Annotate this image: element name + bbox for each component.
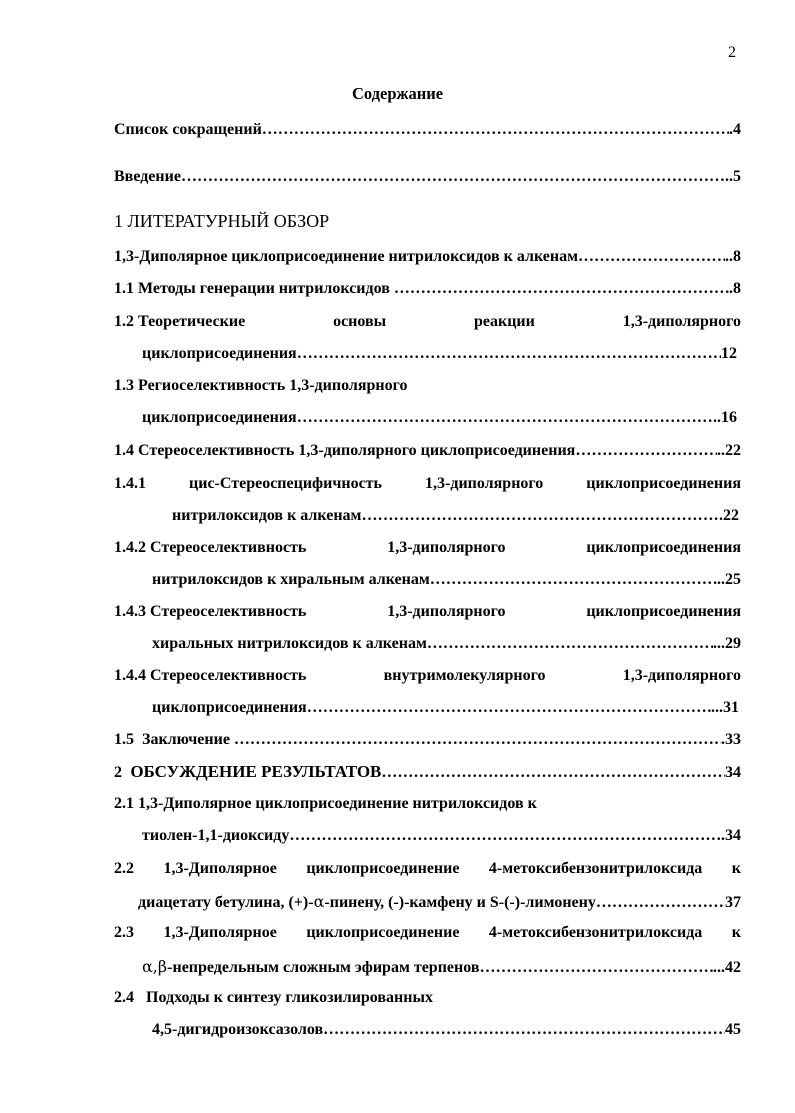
toc-word: 1.4.1 [114, 475, 146, 492]
toc-entry-1-4-3[interactable] [114, 603, 741, 621]
toc-entry-page: .8 [729, 280, 741, 297]
toc-word: 4-метоксибензонитрилоксида [488, 924, 703, 941]
toc-entry-1-3[interactable]: 1.3 Региоселективность 1,3-диполярного [114, 377, 408, 394]
toc-entry-page: ..25 [717, 571, 741, 588]
toc-word: 1.2 Теоретические [114, 313, 246, 330]
leader-dots [297, 345, 721, 363]
title-part: -пинену, (-)-камфену и S-(-)-лимонену [324, 894, 596, 911]
toc-entry-title: 1.4 Стереоселективность 1,3-диполярного циклоприсоединения [114, 442, 576, 459]
toc-word: циклоприсоединения [586, 603, 741, 620]
leader-dots [578, 248, 725, 266]
toc-word: цис-Стереоспецифичность [189, 475, 382, 492]
toc-entry-page: 34 [725, 764, 741, 781]
toc-entry-page: ...31 [711, 699, 739, 716]
toc-entry-2-1-cont[interactable] [142, 827, 741, 845]
toc-entry-1-4[interactable] [114, 442, 741, 460]
toc-word: 1,3-диполярного [622, 313, 741, 330]
toc-entry-1-4-2[interactable] [114, 539, 741, 557]
title-part: диацетату бетулина, (+)- [138, 894, 314, 911]
leader-dots [427, 635, 713, 653]
page-number: 2 [728, 44, 736, 61]
toc-entry-title: 4,5-дигидроизоксазолов [152, 1021, 324, 1038]
leader-dots [479, 959, 713, 977]
toc-entry-title: циклоприсоединения [142, 345, 297, 362]
toc-word: основы [333, 313, 387, 330]
toc-word: внутримолекулярного [383, 667, 546, 684]
toc-entry-1-4-4-cont[interactable] [152, 699, 739, 717]
toc-word: 2.3 [114, 924, 134, 941]
leader-dots [234, 731, 721, 749]
toc-title: Содержание [351, 84, 444, 103]
toc-entry-2[interactable] [114, 762, 741, 782]
toc-entry-title: 1.1 Методы генерации нитрилоксидов [114, 280, 394, 297]
toc-entry-title: хиральных нитрилоксидов к алкенам [152, 635, 427, 652]
toc-entry-title [138, 892, 596, 912]
toc-word: 2.2 [114, 860, 134, 877]
toc-word: к [731, 924, 741, 941]
toc-entry-title: Введение [114, 168, 181, 185]
toc-entry-2-4-cont[interactable] [152, 1021, 741, 1039]
toc-entry-abbreviations[interactable] [114, 121, 741, 139]
toc-word: 1.4.4 Стереоселективность [114, 667, 307, 684]
toc-entry-title: 1,3-Диполярное циклоприсоединение нитрилоксидов к алкенам [114, 248, 578, 265]
toc-entry-title: циклоприсоединения [142, 409, 297, 426]
toc-word: 1,3-диполярного [387, 603, 506, 620]
toc-entry-page: ..5 [725, 168, 741, 185]
leader-dots [289, 827, 721, 845]
leader-dots [394, 280, 729, 298]
toc-entry-page: ..22 [717, 442, 741, 459]
toc-word: реакции [473, 313, 535, 330]
toc-entry-page: 45 [725, 1021, 741, 1038]
toc-entry-page: .4 [729, 121, 741, 138]
toc-word: к [731, 860, 741, 877]
toc-entry-1-3-cont[interactable] [142, 409, 737, 427]
toc-entry-1-2[interactable] [114, 313, 741, 331]
toc-word: циклоприсоединения [586, 539, 741, 556]
toc-entry-page: ...29 [713, 635, 741, 652]
leader-dots [381, 764, 725, 782]
toc-entry-page: 37 [725, 894, 741, 911]
toc-entry-page: ..8 [725, 248, 741, 265]
toc-word: 1,3-Диполярное [163, 924, 277, 941]
leader-dots [361, 507, 719, 525]
toc-entry-1-1[interactable] [114, 280, 741, 298]
toc-entry-title: Список сокращений [114, 121, 262, 138]
leader-dots [430, 571, 717, 589]
leader-dots [307, 699, 711, 717]
alpha-beta-symbol: α,β [142, 957, 168, 976]
toc-entry-page: ...42 [713, 959, 741, 976]
toc-entry-2-4[interactable]: 2.4 Подходы к синтезу гликозилированных [114, 989, 433, 1006]
toc-entry-1-2-cont[interactable] [142, 345, 737, 363]
toc-entry-title: Заключение [142, 731, 234, 748]
toc-word: 1,3-Диполярное [163, 860, 277, 877]
toc-entry-number: 1.5 [114, 731, 134, 748]
toc-entry-1-4-2-cont[interactable] [152, 571, 741, 589]
toc-word: циклоприсоединение [306, 860, 460, 877]
toc-entry-title: ОБСУЖДЕНИЕ РЕЗУЛЬТАТОВ [130, 762, 382, 781]
toc-entry-2-2-cont[interactable] [138, 892, 741, 912]
toc-entry-introduction[interactable] [114, 168, 741, 186]
toc-word: 4-метоксибензонитрилоксида [488, 860, 703, 877]
toc-entry-page: .33 [721, 731, 741, 748]
toc-entry-title: нитрилоксидов к хиральным алкенам [152, 571, 430, 588]
toc-entry-1-5[interactable] [114, 731, 741, 749]
toc-word: циклоприсоединение [306, 924, 460, 941]
toc-word: 1,3-диполярного [387, 539, 506, 556]
toc-word: 1.4.2 Стереоселективность [114, 539, 307, 556]
toc-entry-2-2[interactable] [114, 860, 741, 878]
title-part: -непредельным сложным эфирам терпенов [167, 959, 480, 976]
toc-entry-1-4-4[interactable] [114, 667, 741, 685]
toc-entry-2-3[interactable] [114, 924, 741, 942]
toc-entry-page: 12 [721, 345, 737, 362]
toc-entry-page: .22 [719, 507, 739, 524]
toc-word: 1,3-диполярного [622, 667, 741, 684]
toc-entry-dipolar-cycloaddition[interactable] [114, 248, 741, 266]
leader-dots [297, 409, 713, 427]
toc-entry-title: циклоприсоединения [152, 699, 307, 716]
toc-entry-page: .34 [721, 827, 741, 844]
alpha-symbol: α [313, 892, 325, 911]
toc-entry-1-4-3-cont[interactable] [152, 635, 741, 653]
toc-word: 1.4.3 Стереоселективность [114, 603, 307, 620]
leader-dots [596, 894, 725, 912]
leader-dots [323, 1021, 725, 1039]
toc-entry-page: ..16 [713, 409, 737, 426]
toc-entry-1-4-1[interactable] [114, 475, 741, 493]
toc-entry-2-3-cont[interactable] [142, 957, 741, 977]
leader-dots [575, 442, 717, 460]
toc-word: циклоприсоединения [586, 475, 741, 492]
toc-word: 1,3-диполярного [425, 475, 544, 492]
toc-entry-title [142, 957, 479, 977]
toc-entry-title: нитрилоксидов к алкенам [172, 507, 362, 524]
leader-dots [181, 168, 725, 186]
toc-entry-title: тиолен-1,1-диоксиду [142, 827, 290, 844]
leader-dots [262, 121, 729, 139]
toc-entry-number: 2 [114, 764, 122, 781]
toc-heading-literature-review[interactable]: 1 ЛИТЕРАТУРНЫЙ ОБЗОР [114, 211, 330, 231]
toc-entry-1-4-1-cont[interactable] [172, 507, 739, 525]
toc-entry-2-1[interactable]: 2.1 1,3-Диполярное циклоприсоединение нитрилоксидов к [114, 795, 537, 812]
